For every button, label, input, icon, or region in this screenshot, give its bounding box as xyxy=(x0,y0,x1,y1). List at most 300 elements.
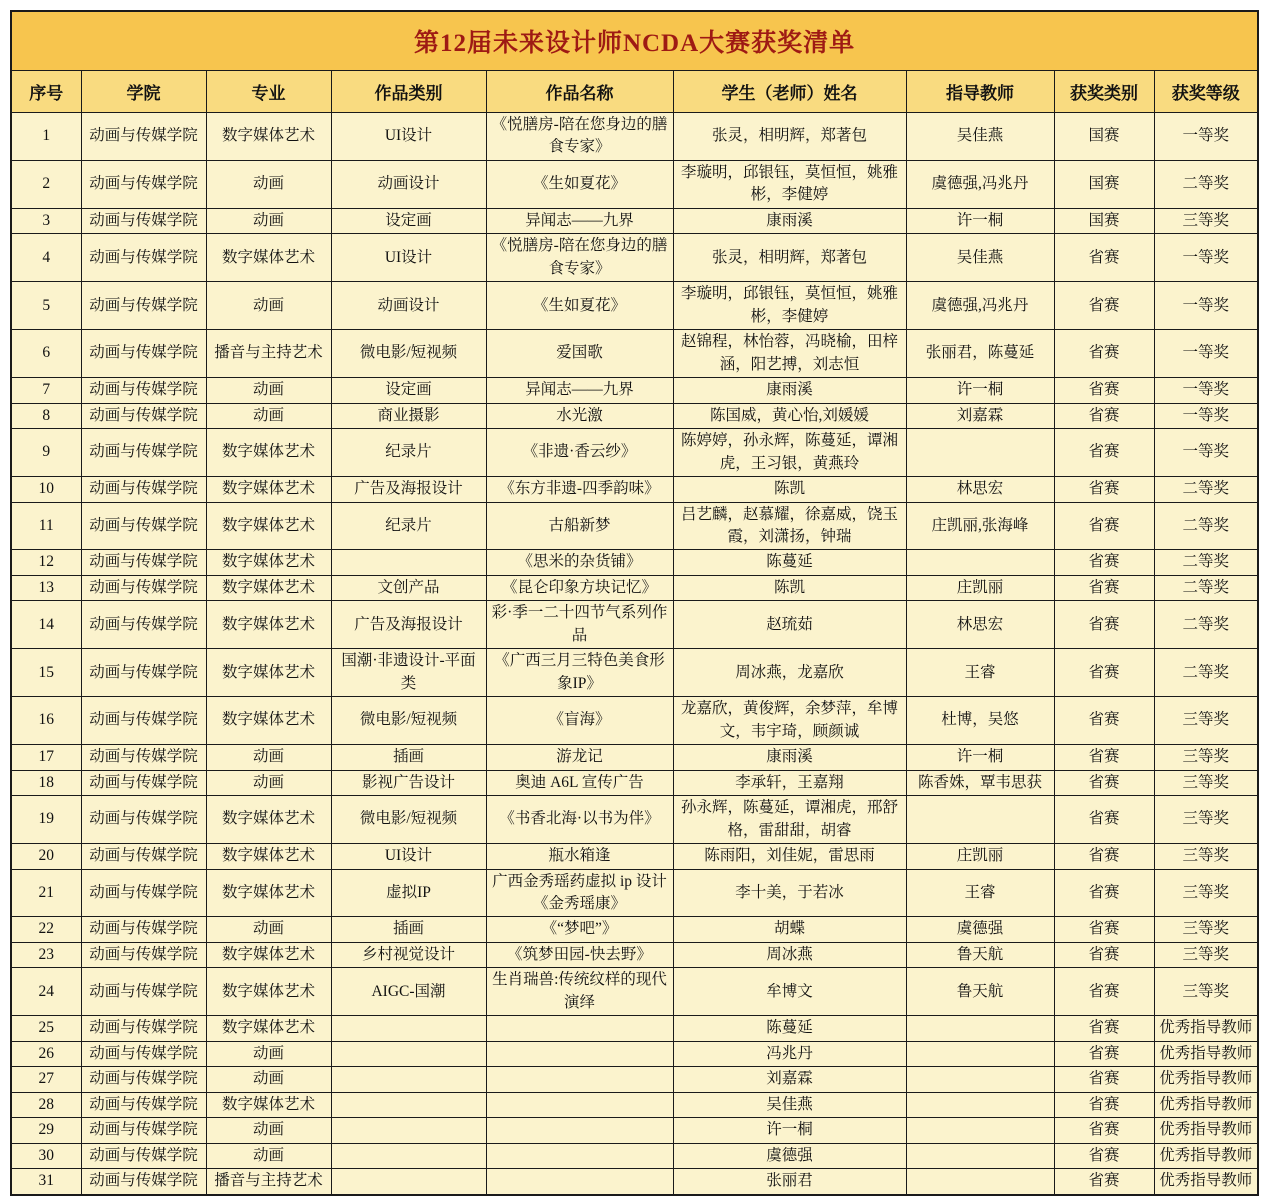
table-cell: 省赛 xyxy=(1054,502,1154,550)
table-cell: 省赛 xyxy=(1054,869,1154,917)
table-row xyxy=(11,917,1258,942)
table-cell: 动画 xyxy=(206,770,331,795)
column-header-6: 指导教师 xyxy=(906,71,1054,113)
table-row xyxy=(11,282,1258,330)
table-cell: 国赛 xyxy=(1054,208,1154,233)
table-row xyxy=(11,1092,1258,1117)
column-header-1: 学院 xyxy=(81,71,206,113)
table-cell: 吴佳燕 xyxy=(673,1092,906,1117)
table-cell: 17 xyxy=(11,745,81,770)
table-cell xyxy=(331,1118,486,1143)
table-cell: 18 xyxy=(11,770,81,795)
table-cell: 陈蔓延 xyxy=(673,1016,906,1041)
table-cell: 微电影/短视频 xyxy=(331,697,486,745)
table-cell xyxy=(331,1041,486,1066)
table-cell: 16 xyxy=(11,697,81,745)
table-cell: UI设计 xyxy=(331,113,486,161)
table-cell: 三等奖 xyxy=(1154,770,1258,795)
table-cell: 动画与传媒学院 xyxy=(81,601,206,649)
table-cell xyxy=(331,1067,486,1092)
table-cell: 张丽君 xyxy=(673,1169,906,1195)
table-row xyxy=(11,601,1258,649)
table-cell xyxy=(331,1169,486,1195)
table-cell: 19 xyxy=(11,796,81,844)
table-cell: 动画与传媒学院 xyxy=(81,1016,206,1041)
table-cell xyxy=(906,1016,1054,1041)
table-cell: 15 xyxy=(11,649,81,697)
table-cell xyxy=(906,1143,1054,1168)
table-cell: 奥迪 A6L 宣传广告 xyxy=(486,770,673,795)
table-cell: 动画与传媒学院 xyxy=(81,403,206,428)
table-row xyxy=(11,477,1258,502)
table-row xyxy=(11,160,1258,208)
table-cell: 省赛 xyxy=(1054,917,1154,942)
table-cell: 9 xyxy=(11,429,81,477)
table-cell: 动画 xyxy=(206,378,331,403)
column-header-4: 作品名称 xyxy=(486,71,673,113)
table-cell: 省赛 xyxy=(1054,575,1154,600)
table-cell: 庄凯丽 xyxy=(906,844,1054,869)
table-cell: 14 xyxy=(11,601,81,649)
table-cell: 省赛 xyxy=(1054,796,1154,844)
table-cell: 虞德强,冯兆丹 xyxy=(906,160,1054,208)
table-row xyxy=(11,575,1258,600)
table-cell: 省赛 xyxy=(1054,1067,1154,1092)
table-cell: 一等奖 xyxy=(1154,282,1258,330)
table-cell: 《盲海》 xyxy=(486,697,673,745)
column-header-7: 获奖类别 xyxy=(1054,71,1154,113)
table-cell: 微电影/短视频 xyxy=(331,330,486,378)
table-cell: 虞德强 xyxy=(673,1143,906,1168)
table-cell: 陈香姝，覃韦思获 xyxy=(906,770,1054,795)
table-cell: 优秀指导教师 xyxy=(1154,1143,1258,1168)
table-cell: 1 xyxy=(11,113,81,161)
table-row xyxy=(11,234,1258,282)
table-cell: 许一桐 xyxy=(673,1118,906,1143)
table-cell: 动画与传媒学院 xyxy=(81,844,206,869)
table-cell: 动画与传媒学院 xyxy=(81,429,206,477)
table-cell: 26 xyxy=(11,1041,81,1066)
table-row xyxy=(11,697,1258,745)
table-cell: 吴佳燕 xyxy=(906,234,1054,282)
table-cell: 动画与传媒学院 xyxy=(81,745,206,770)
table-cell xyxy=(906,1092,1054,1117)
table-cell: 设定画 xyxy=(331,378,486,403)
table-cell: 微电影/短视频 xyxy=(331,796,486,844)
table-row xyxy=(11,1016,1258,1041)
table-cell xyxy=(906,550,1054,575)
table-cell: 《非遗·香云纱》 xyxy=(486,429,673,477)
table-cell: 一等奖 xyxy=(1154,330,1258,378)
table-cell: 插画 xyxy=(331,745,486,770)
table-cell: 21 xyxy=(11,869,81,917)
table-cell: 动画与传媒学院 xyxy=(81,917,206,942)
table-cell: 二等奖 xyxy=(1154,550,1258,575)
table-cell: 《筑梦田园-快去野》 xyxy=(486,942,673,967)
table-row xyxy=(11,550,1258,575)
table-cell: 动画与传媒学院 xyxy=(81,330,206,378)
table-cell: 动画与传媒学院 xyxy=(81,378,206,403)
table-cell: 动画与传媒学院 xyxy=(81,1143,206,1168)
table-cell: 康雨溪 xyxy=(673,745,906,770)
table-cell: 动画设计 xyxy=(331,160,486,208)
table-cell: 一等奖 xyxy=(1154,403,1258,428)
column-header-0: 序号 xyxy=(11,71,81,113)
table-cell: 乡村视觉设计 xyxy=(331,942,486,967)
table-cell: 纪录片 xyxy=(331,502,486,550)
table-cell: 国潮·非遗设计-平面类 xyxy=(331,649,486,697)
table-cell: 庄凯丽,张海峰 xyxy=(906,502,1054,550)
table-cell: 动画与传媒学院 xyxy=(81,113,206,161)
table-cell: 30 xyxy=(11,1143,81,1168)
table-cell: 优秀指导教师 xyxy=(1154,1118,1258,1143)
table-cell xyxy=(906,1169,1054,1195)
table-cell: 动画 xyxy=(206,403,331,428)
table-cell: 动画与传媒学院 xyxy=(81,550,206,575)
table-cell: 数字媒体艺术 xyxy=(206,942,331,967)
column-header-2: 专业 xyxy=(206,71,331,113)
table-cell: 25 xyxy=(11,1016,81,1041)
table-row xyxy=(11,1143,1258,1168)
table-cell: 动画 xyxy=(206,282,331,330)
table-cell: 动画与传媒学院 xyxy=(81,1067,206,1092)
column-header-8: 获奖等级 xyxy=(1154,71,1258,113)
table-cell xyxy=(486,1067,673,1092)
table-cell xyxy=(906,796,1054,844)
table-cell: 动画设计 xyxy=(331,282,486,330)
table-cell: 数字媒体艺术 xyxy=(206,234,331,282)
table-cell: 20 xyxy=(11,844,81,869)
table-cell xyxy=(331,550,486,575)
table-cell: 一等奖 xyxy=(1154,378,1258,403)
table-cell: 刘嘉霖 xyxy=(673,1067,906,1092)
table-row xyxy=(11,1118,1258,1143)
table-row xyxy=(11,429,1258,477)
table-cell: 省赛 xyxy=(1054,697,1154,745)
table-row xyxy=(11,745,1258,770)
table-cell xyxy=(486,1169,673,1195)
table-cell: 动画与传媒学院 xyxy=(81,796,206,844)
table-cell xyxy=(486,1041,673,1066)
table-cell: 吕艺麟，赵慕耀，徐嘉威，饶玉霞，刘潇扬，钟瑞 xyxy=(673,502,906,550)
table-cell xyxy=(331,1016,486,1041)
table-cell: 水光激 xyxy=(486,403,673,428)
table-cell: 一等奖 xyxy=(1154,113,1258,161)
table-cell: 三等奖 xyxy=(1154,917,1258,942)
table-cell: 《“梦吧”》 xyxy=(486,917,673,942)
table-cell: 6 xyxy=(11,330,81,378)
table-cell: 三等奖 xyxy=(1154,208,1258,233)
table-cell: 数字媒体艺术 xyxy=(206,796,331,844)
table-cell: 省赛 xyxy=(1054,429,1154,477)
table-row xyxy=(11,1169,1258,1195)
table-cell: 省赛 xyxy=(1054,942,1154,967)
table-cell: AIGC-国潮 xyxy=(331,968,486,1016)
table-cell: 数字媒体艺术 xyxy=(206,1092,331,1117)
table-cell: 动画与传媒学院 xyxy=(81,649,206,697)
table-cell: 《昆仑印象方块记忆》 xyxy=(486,575,673,600)
table-cell: 23 xyxy=(11,942,81,967)
table-row xyxy=(11,208,1258,233)
table-cell: 数字媒体艺术 xyxy=(206,113,331,161)
table-cell: 陈蔓延 xyxy=(673,550,906,575)
table-cell: 省赛 xyxy=(1054,378,1154,403)
table-cell: 动画与传媒学院 xyxy=(81,1169,206,1195)
award-table xyxy=(10,10,1259,1196)
table-cell: 省赛 xyxy=(1054,1169,1154,1195)
table-cell: 数字媒体艺术 xyxy=(206,1016,331,1041)
table-cell: 省赛 xyxy=(1054,330,1154,378)
table-cell: 《悦膳房-陪在您身边的膳食专家》 xyxy=(486,113,673,161)
table-cell: 虞德强,冯兆丹 xyxy=(906,282,1054,330)
table-cell: 动画与传媒学院 xyxy=(81,942,206,967)
table-cell: 4 xyxy=(11,234,81,282)
table-cell: 鲁天航 xyxy=(906,942,1054,967)
table-cell: 刘嘉霖 xyxy=(906,403,1054,428)
table-cell: 异闻志——九界 xyxy=(486,378,673,403)
table-cell: 动画 xyxy=(206,745,331,770)
table-cell xyxy=(486,1118,673,1143)
table-cell: 播音与主持艺术 xyxy=(206,1169,331,1195)
table-row xyxy=(11,502,1258,550)
table-row xyxy=(11,942,1258,967)
table-cell: 数字媒体艺术 xyxy=(206,869,331,917)
table-cell: 《生如夏花》 xyxy=(486,282,673,330)
table-cell: 二等奖 xyxy=(1154,477,1258,502)
table-cell: 数字媒体艺术 xyxy=(206,697,331,745)
table-head xyxy=(11,11,1258,113)
table-cell: 数字媒体艺术 xyxy=(206,550,331,575)
table-cell: 国赛 xyxy=(1054,160,1154,208)
table-cell: 李璇明，邱银钰，莫恒恒，姚雅彬，李健婷 xyxy=(673,282,906,330)
table-cell: 文创产品 xyxy=(331,575,486,600)
table-cell: 爱国歌 xyxy=(486,330,673,378)
table-cell xyxy=(486,1092,673,1117)
table-cell: 孙永辉，陈蔓延，谭湘虎，邢舒格，雷甜甜，胡睿 xyxy=(673,796,906,844)
page-title: 第12届未来设计师NCDA大赛获奖清单 xyxy=(11,11,1258,71)
table-row xyxy=(11,113,1258,161)
table-cell: 动画 xyxy=(206,1143,331,1168)
table-cell: 数字媒体艺术 xyxy=(206,429,331,477)
table-cell: 省赛 xyxy=(1054,1092,1154,1117)
award-list-sheet xyxy=(10,10,1257,1196)
table-cell: 11 xyxy=(11,502,81,550)
table-cell: 优秀指导教师 xyxy=(1154,1169,1258,1195)
table-cell: 24 xyxy=(11,968,81,1016)
table-cell: 许一桐 xyxy=(906,208,1054,233)
table-cell: 异闻志——九界 xyxy=(486,208,673,233)
table-cell: 《广西三月三特色美食形象IP》 xyxy=(486,649,673,697)
table-cell: 31 xyxy=(11,1169,81,1195)
table-cell: 影视广告设计 xyxy=(331,770,486,795)
table-cell: 省赛 xyxy=(1054,1118,1154,1143)
table-cell: 优秀指导教师 xyxy=(1154,1016,1258,1041)
table-cell: 陈国威，黄心怡,刘媛媛 xyxy=(673,403,906,428)
table-cell: 二等奖 xyxy=(1154,575,1258,600)
table-cell: 动画与传媒学院 xyxy=(81,770,206,795)
table-cell: 王睿 xyxy=(906,649,1054,697)
table-cell: 动画与传媒学院 xyxy=(81,160,206,208)
header-row xyxy=(11,71,1258,113)
table-cell: 陈雨阳，刘佳妮，雷思雨 xyxy=(673,844,906,869)
table-cell: 省赛 xyxy=(1054,1016,1154,1041)
table-cell: 李十美，于若冰 xyxy=(673,869,906,917)
table-cell: 28 xyxy=(11,1092,81,1117)
table-cell: 省赛 xyxy=(1054,649,1154,697)
table-cell: 27 xyxy=(11,1067,81,1092)
table-cell: 动画与传媒学院 xyxy=(81,1041,206,1066)
table-cell: 动画与传媒学院 xyxy=(81,1118,206,1143)
table-cell: 瓶水箱逢 xyxy=(486,844,673,869)
table-cell: 庄凯丽 xyxy=(906,575,1054,600)
table-cell: 牟博文 xyxy=(673,968,906,1016)
table-cell: 数字媒体艺术 xyxy=(206,502,331,550)
table-cell: 林思宏 xyxy=(906,601,1054,649)
table-cell: 动画与传媒学院 xyxy=(81,477,206,502)
table-cell: 许一桐 xyxy=(906,378,1054,403)
table-body xyxy=(11,113,1258,1195)
table-cell: 国赛 xyxy=(1054,113,1154,161)
table-cell: 8 xyxy=(11,403,81,428)
table-cell: 13 xyxy=(11,575,81,600)
table-cell: 吴佳燕 xyxy=(906,113,1054,161)
table-cell: 古船新梦 xyxy=(486,502,673,550)
table-cell: 动画与传媒学院 xyxy=(81,208,206,233)
table-cell: 优秀指导教师 xyxy=(1154,1092,1258,1117)
table-row xyxy=(11,1067,1258,1092)
table-cell: 鲁天航 xyxy=(906,968,1054,1016)
table-cell: 林思宏 xyxy=(906,477,1054,502)
table-cell: 动画 xyxy=(206,1067,331,1092)
table-cell xyxy=(486,1143,673,1168)
table-cell: 动画 xyxy=(206,917,331,942)
table-cell: 广告及海报设计 xyxy=(331,477,486,502)
table-cell xyxy=(331,1143,486,1168)
table-row xyxy=(11,1041,1258,1066)
table-cell: 7 xyxy=(11,378,81,403)
table-cell: 康雨溪 xyxy=(673,378,906,403)
table-cell: 彩·季一二十四节气系列作品 xyxy=(486,601,673,649)
table-cell: 生肖瑞兽:传统纹样的现代演绎 xyxy=(486,968,673,1016)
table-row xyxy=(11,844,1258,869)
table-cell: 广告及海报设计 xyxy=(331,601,486,649)
table-cell: 杜博，吴悠 xyxy=(906,697,1054,745)
table-cell: 插画 xyxy=(331,917,486,942)
table-cell: 数字媒体艺术 xyxy=(206,968,331,1016)
table-cell: 2 xyxy=(11,160,81,208)
table-cell: 动画与传媒学院 xyxy=(81,869,206,917)
table-cell: 数字媒体艺术 xyxy=(206,649,331,697)
table-cell: 《生如夏花》 xyxy=(486,160,673,208)
table-cell: 动画 xyxy=(206,160,331,208)
table-cell: 动画 xyxy=(206,208,331,233)
column-header-3: 作品类别 xyxy=(331,71,486,113)
table-row xyxy=(11,378,1258,403)
table-cell: UI设计 xyxy=(331,844,486,869)
table-cell: 二等奖 xyxy=(1154,502,1258,550)
table-cell: 商业摄影 xyxy=(331,403,486,428)
table-cell: 三等奖 xyxy=(1154,697,1258,745)
table-cell: 纪录片 xyxy=(331,429,486,477)
table-cell: 省赛 xyxy=(1054,745,1154,770)
table-cell: 二等奖 xyxy=(1154,649,1258,697)
table-cell: 动画 xyxy=(206,1118,331,1143)
table-cell: 5 xyxy=(11,282,81,330)
table-row xyxy=(11,968,1258,1016)
table-cell xyxy=(906,1118,1054,1143)
table-cell: 3 xyxy=(11,208,81,233)
table-cell: 二等奖 xyxy=(1154,601,1258,649)
table-row xyxy=(11,770,1258,795)
column-header-5: 学生（老师）姓名 xyxy=(673,71,906,113)
table-cell: 陈凯 xyxy=(673,575,906,600)
table-cell: 龙嘉欣，黄俊辉，余梦萍，牟博文，韦宇琦，顾颜诚 xyxy=(673,697,906,745)
table-cell: 22 xyxy=(11,917,81,942)
table-row xyxy=(11,330,1258,378)
table-cell: 三等奖 xyxy=(1154,968,1258,1016)
table-cell: 虞德强 xyxy=(906,917,1054,942)
table-cell: 数字媒体艺术 xyxy=(206,601,331,649)
table-cell: 陈婷婷，孙永辉，陈蔓延，谭湘虎，王习银，黄燕玲 xyxy=(673,429,906,477)
table-cell: 动画 xyxy=(206,1041,331,1066)
table-cell: 三等奖 xyxy=(1154,869,1258,917)
table-cell: 三等奖 xyxy=(1154,745,1258,770)
table-cell: 动画与传媒学院 xyxy=(81,575,206,600)
table-cell: 李承轩，王嘉翔 xyxy=(673,770,906,795)
table-cell: 优秀指导教师 xyxy=(1154,1067,1258,1092)
table-row xyxy=(11,403,1258,428)
table-cell: 胡蝶 xyxy=(673,917,906,942)
title-row xyxy=(11,11,1258,71)
table-cell: 省赛 xyxy=(1054,550,1154,575)
table-cell: 《东方非遗-四季韵味》 xyxy=(486,477,673,502)
table-cell: 三等奖 xyxy=(1154,942,1258,967)
table-cell: 三等奖 xyxy=(1154,844,1258,869)
table-cell: UI设计 xyxy=(331,234,486,282)
table-cell: 张灵，相明辉，郑著包 xyxy=(673,113,906,161)
table-cell: 省赛 xyxy=(1054,770,1154,795)
table-cell: 《书香北海·以书为伴》 xyxy=(486,796,673,844)
table-cell: 动画与传媒学院 xyxy=(81,697,206,745)
table-cell: 省赛 xyxy=(1054,1041,1154,1066)
table-cell: 动画与传媒学院 xyxy=(81,1092,206,1117)
table-cell: 虚拟IP xyxy=(331,869,486,917)
table-cell: 张丽君，陈蔓延 xyxy=(906,330,1054,378)
table-cell: 省赛 xyxy=(1054,403,1154,428)
table-cell: 数字媒体艺术 xyxy=(206,575,331,600)
table-cell: 《悦膳房-陪在您身边的膳食专家》 xyxy=(486,234,673,282)
table-cell: 王睿 xyxy=(906,869,1054,917)
table-cell: 设定画 xyxy=(331,208,486,233)
table-row xyxy=(11,796,1258,844)
table-row xyxy=(11,649,1258,697)
table-cell xyxy=(906,1067,1054,1092)
table-row xyxy=(11,869,1258,917)
table-cell xyxy=(486,1016,673,1041)
table-cell: 《思米的杂货铺》 xyxy=(486,550,673,575)
table-cell: 省赛 xyxy=(1054,1143,1154,1168)
table-cell: 二等奖 xyxy=(1154,160,1258,208)
table-cell: 动画与传媒学院 xyxy=(81,502,206,550)
table-cell xyxy=(331,1092,486,1117)
table-cell: 省赛 xyxy=(1054,844,1154,869)
table-cell: 游龙记 xyxy=(486,745,673,770)
table-cell: 12 xyxy=(11,550,81,575)
table-cell: 许一桐 xyxy=(906,745,1054,770)
table-cell xyxy=(906,1041,1054,1066)
table-cell: 李璇明，邱银钰，莫恒恒，姚雅彬，李健婷 xyxy=(673,160,906,208)
table-cell: 冯兆丹 xyxy=(673,1041,906,1066)
